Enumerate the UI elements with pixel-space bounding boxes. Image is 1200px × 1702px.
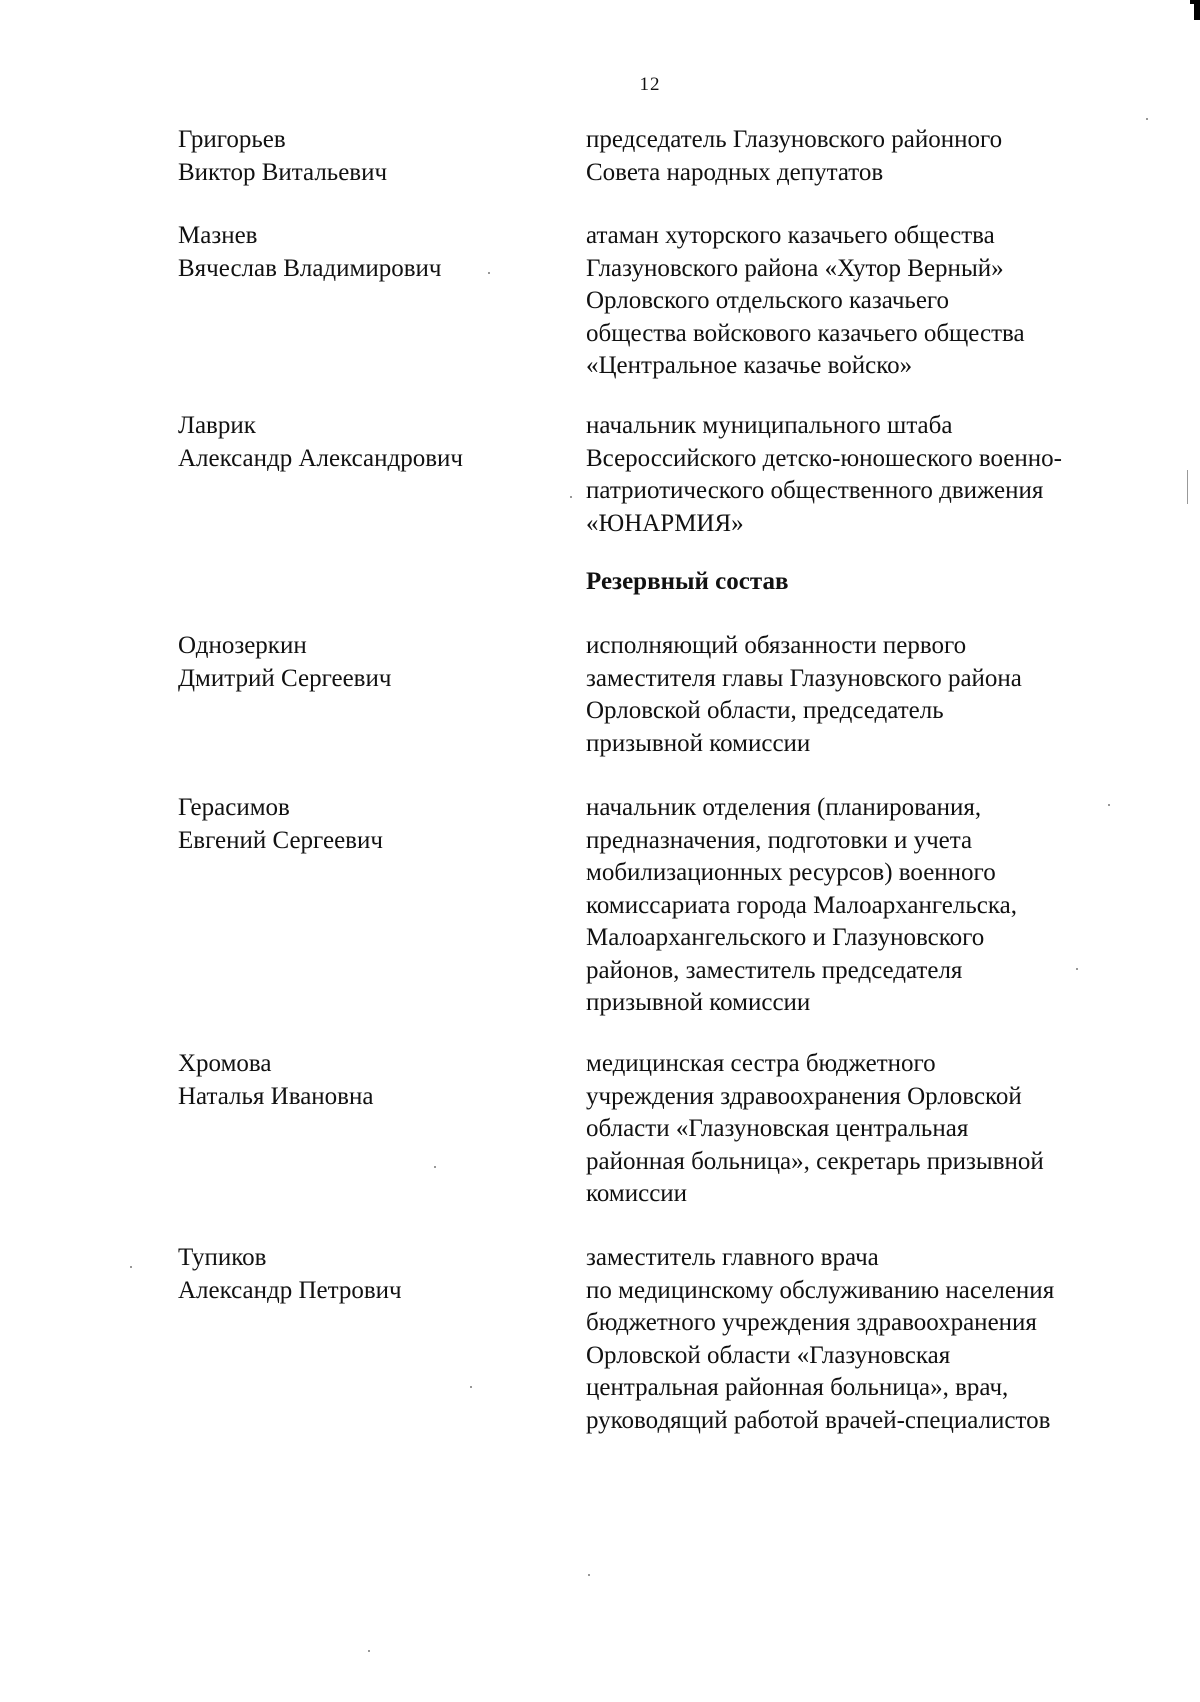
role-line: Совета народных депутатов <box>586 158 884 186</box>
member-surname: Герасимов <box>178 794 290 821</box>
member-given-names: Дмитрий Сергеевич <box>178 664 392 692</box>
scan-speck <box>1076 968 1078 970</box>
role-line: заместитель главного врача <box>586 1244 879 1271</box>
member-surname: Хромова <box>178 1050 272 1077</box>
role-line: мобилизационных ресурсов) военного <box>586 859 996 886</box>
role-line: области «Глазуновская центральная <box>586 1115 969 1142</box>
member-surname: Лаврик <box>178 412 256 439</box>
member-role <box>586 1242 1146 1437</box>
member-role <box>586 220 1146 383</box>
member-name <box>178 220 558 285</box>
role-line: бюджетного учреждения здравоохранения <box>586 1309 1037 1336</box>
role-line: Всероссийского детско-юношеского военно- <box>586 444 1062 472</box>
role-line: предназначения, подготовки и учета <box>586 826 973 854</box>
member-name <box>178 1242 558 1307</box>
page-number: 12 <box>639 74 661 95</box>
role-line: начальник муниципального штаба <box>586 412 953 439</box>
scan-speck <box>488 272 490 274</box>
scan-speck <box>368 1650 370 1652</box>
role-line: по медицинскому обслуживанию населения <box>586 1276 1055 1304</box>
member-given-names: Наталья Ивановна <box>178 1082 374 1110</box>
member-given-names: Виктор Витальевич <box>178 158 388 186</box>
scan-speck <box>130 1266 132 1268</box>
member-role <box>586 124 1146 189</box>
role-line: Глазуновского района «Хутор Верный» <box>586 254 1004 282</box>
member-name <box>178 124 558 189</box>
role-line: центральная районная больница», врач, <box>586 1374 1009 1401</box>
scan-corner-mark <box>1190 0 1200 20</box>
member-name <box>178 410 558 475</box>
role-line: районов, заместитель председателя <box>586 956 963 984</box>
scan-margin-line <box>1187 470 1188 504</box>
scan-speck <box>588 1574 590 1576</box>
member-role <box>586 792 1146 1020</box>
role-line: председатель Глазуновского районного <box>586 126 1003 153</box>
role-line: призывной комиссии <box>586 989 811 1016</box>
role-line: медицинская сестра бюджетного <box>586 1050 936 1077</box>
member-surname: Однозеркин <box>178 632 307 659</box>
scan-speck <box>1146 118 1148 120</box>
role-line: общества войскового казачьего общества <box>586 319 1025 347</box>
member-role <box>586 410 1146 540</box>
role-line: заместителя главы Глазуновского района <box>586 664 1022 692</box>
scan-speck <box>570 496 572 498</box>
role-line: атаман хуторского казачьего общества <box>586 222 995 249</box>
role-line: патриотического общественного движения <box>586 477 1044 504</box>
role-line: призывной комиссии <box>586 729 811 757</box>
role-line: Орловской области, председатель <box>586 697 944 724</box>
role-line: исполняющий обязанности первого <box>586 632 967 659</box>
role-line: начальник отделения (планирования, <box>586 794 982 821</box>
member-surname: Мазнев <box>178 222 258 249</box>
member-given-names: Александр Петрович <box>178 1276 402 1304</box>
member-surname: Григорьев <box>178 126 286 153</box>
member-role <box>586 630 1146 760</box>
role-line: Орловской области «Глазуновская <box>586 1341 951 1369</box>
role-line: комиссии <box>586 1180 688 1207</box>
member-role <box>586 1048 1146 1211</box>
role-line: учреждения здравоохранения Орловской <box>586 1082 1022 1110</box>
member-given-names: Вячеслав Владимирович <box>178 254 442 282</box>
role-line: Малоархангельского и Глазуновского <box>586 924 985 951</box>
role-line: руководящий работой врачей-специалистов <box>586 1406 1051 1434</box>
role-line: Орловского отдельского казачьего <box>586 287 950 314</box>
member-name <box>178 792 558 857</box>
scan-speck <box>470 1386 472 1388</box>
role-line: районная больница», секретарь призывной <box>586 1147 1044 1175</box>
member-surname: Тупиков <box>178 1244 267 1271</box>
scan-speck <box>434 1166 436 1168</box>
member-name <box>178 630 558 695</box>
reserve-section-heading: Резервный состав <box>586 568 789 595</box>
member-given-names: Александр Александрович <box>178 444 463 472</box>
role-line: «Центральное казачье войско» <box>586 352 913 379</box>
role-line: комиссариата города Малоархангельска, <box>586 891 1017 919</box>
scan-speck <box>1108 804 1110 806</box>
member-given-names: Евгений Сергеевич <box>178 826 383 854</box>
role-line: «ЮНАРМИЯ» <box>586 509 744 537</box>
member-name <box>178 1048 558 1113</box>
